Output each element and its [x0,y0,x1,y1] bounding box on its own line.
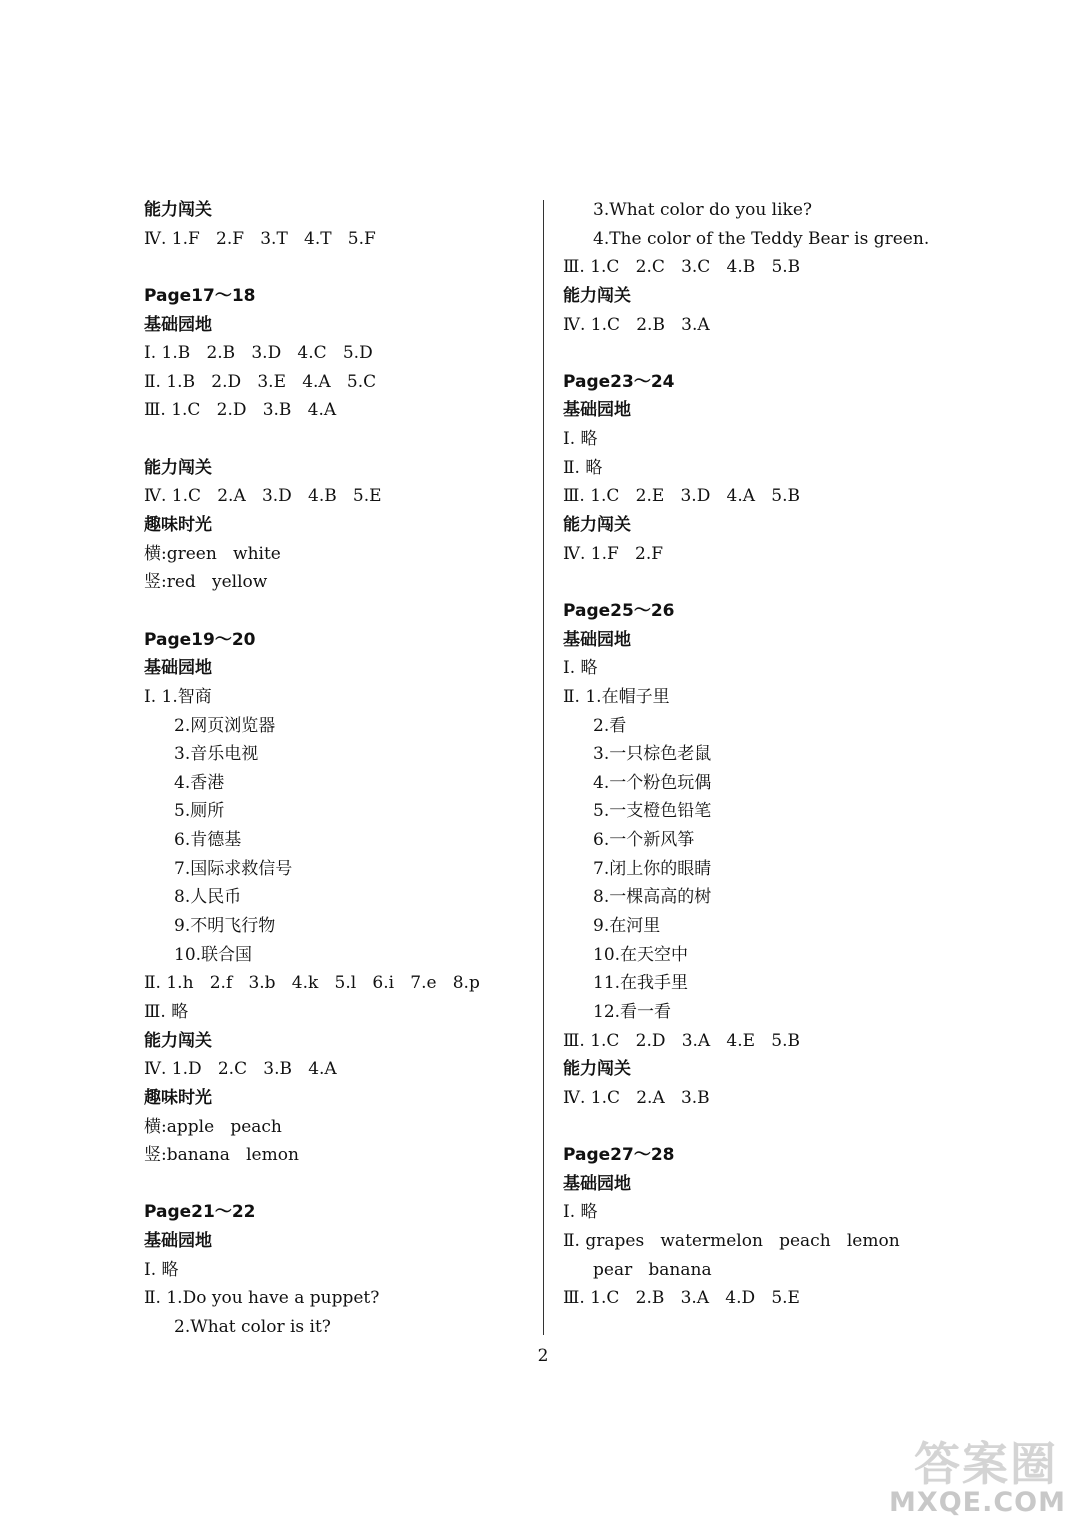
watermark-logo: 答案圈 [914,1437,1058,1491]
section-heading: 趣味时光 [144,515,212,536]
spacer [144,1170,524,1199]
spacer [563,568,943,597]
page-number: 2 [537,1346,549,1366]
answer-line: Ⅲ. 1.C 2.C 3.C 4.B 5.B [563,257,801,278]
answer-line: pear banana [593,1259,712,1280]
answer-line: Ⅳ. 1.F 2.F [563,543,664,564]
spacer [563,339,943,368]
answer-line: 9.不明飞行物 [174,916,276,937]
column-divider [543,200,544,1335]
answer-line: Ⅲ. 1.C 2.E 3.D 4.A 5.B [563,486,800,507]
section-heading: Page17～18 [144,285,256,306]
answer-line: 3.What color do you like? [593,200,813,220]
answer-line: 竖:banana lemon [144,1145,299,1166]
answer-line: 2.看 [593,715,627,736]
answer-line: 4.The color of the Teddy Bear is green. [593,228,930,249]
answer-line: Ⅱ. 1.h 2.f 3.b 4.k 5.l 6.i 7.e 8.p [144,973,480,994]
answer-line: Ⅱ. 1.Do you have a puppet? [144,1288,380,1309]
answer-line: 3.一只棕色老鼠 [593,744,712,765]
answer-line: 12.看一看 [593,1001,672,1022]
answer-line: 竖:red yellow [144,572,268,593]
answer-line: 4.一个粉色玩偶 [593,772,712,793]
section-heading: 基础园地 [563,1173,631,1194]
answer-line: 7.闭上你的眼睛 [593,858,712,879]
section-heading: 基础园地 [144,658,212,679]
answer-line: Ⅳ. 1.C 2.B 3.A [563,314,710,335]
answer-line: Ⅳ. 1.C 2.A 3.B [563,1087,710,1108]
answer-line: Ⅲ. 1.C 2.D 3.A 4.E 5.B [563,1030,800,1051]
answer-line: Ⅰ. 略 [144,1259,179,1280]
answer-line: 6.肯德基 [174,830,242,851]
section-heading: 趣味时光 [144,1087,212,1108]
answer-line: Ⅲ. 1.C 2.B 3.A 4.D 5.E [563,1288,800,1309]
left-column [144,196,524,1342]
section-heading: 能力闯关 [563,515,631,536]
answer-line: Ⅱ. 略 [563,457,603,478]
answer-line: Ⅱ. 1.在帽子里 [563,686,670,707]
answer-line: 横:green white [144,543,281,564]
answer-line: 8.一棵高高的树 [593,887,712,908]
section-heading: 能力闯关 [144,457,212,478]
section-heading: Page23～24 [563,371,675,392]
answer-line: Ⅳ. 1.F 2.F 3.T 4.T 5.F [144,228,376,249]
answer-line: Ⅲ. 略 [144,1001,189,1022]
watermark [886,1428,1066,1518]
section-heading: 基础园地 [563,629,631,650]
section-heading: 能力闯关 [563,285,631,306]
section-heading: 基础园地 [144,314,212,335]
answer-line: Ⅳ. 1.D 2.C 3.B 4.A [144,1059,337,1080]
answer-line: 横:apple peach [144,1116,282,1137]
section-heading: Page27～28 [563,1145,675,1166]
answer-line: 6.一个新风筝 [593,830,695,851]
answer-line: 11.在我手里 [593,973,689,994]
answer-line: 8.人民币 [174,887,242,908]
answer-line: Ⅰ. 1.智商 [144,686,212,707]
spacer [563,1113,943,1142]
answer-line: 10.联合国 [174,944,253,965]
section-heading: Page21～22 [144,1202,256,1223]
section-heading: Page19～20 [144,629,256,650]
section-heading: 基础园地 [144,1231,212,1252]
spacer [144,597,524,626]
answer-line: Ⅰ. 略 [563,429,598,450]
answer-line: Ⅱ. grapes watermelon peach lemon [563,1231,900,1252]
answer-line: 5.厕所 [174,801,225,822]
spacer [144,253,524,282]
section-heading: 基础园地 [563,400,631,421]
section-heading: 能力闯关 [144,200,212,220]
watermark-site: MXQE.COM [889,1487,1066,1518]
spacer [144,425,524,454]
answer-line: 2.What color is it? [174,1316,331,1337]
answer-line: Ⅲ. 1.C 2.D 3.B 4.A [144,400,337,421]
answer-line: 2.网页浏览器 [174,715,276,736]
section-heading: Page25～26 [563,600,675,621]
answer-line: 3.音乐电视 [174,744,259,765]
section-heading: 能力闯关 [563,1059,631,1080]
right-column [563,196,943,1313]
answer-line: Ⅰ. 略 [563,658,598,679]
answer-line: Ⅰ. 1.B 2.B 3.D 4.C 5.D [144,343,373,364]
answer-line: 4.香港 [174,772,225,793]
section-heading: 能力闯关 [144,1030,212,1051]
answer-line: 10.在天空中 [593,944,689,965]
answer-line: 9.在河里 [593,916,661,937]
answer-line: Ⅰ. 略 [563,1202,598,1223]
answer-line: 5.一支橙色铅笔 [593,801,712,822]
answer-line: 7.国际求救信号 [174,858,293,879]
answer-line: Ⅳ. 1.C 2.A 3.D 4.B 5.E [144,486,382,507]
answer-line: Ⅱ. 1.B 2.D 3.E 4.A 5.C [144,371,377,392]
